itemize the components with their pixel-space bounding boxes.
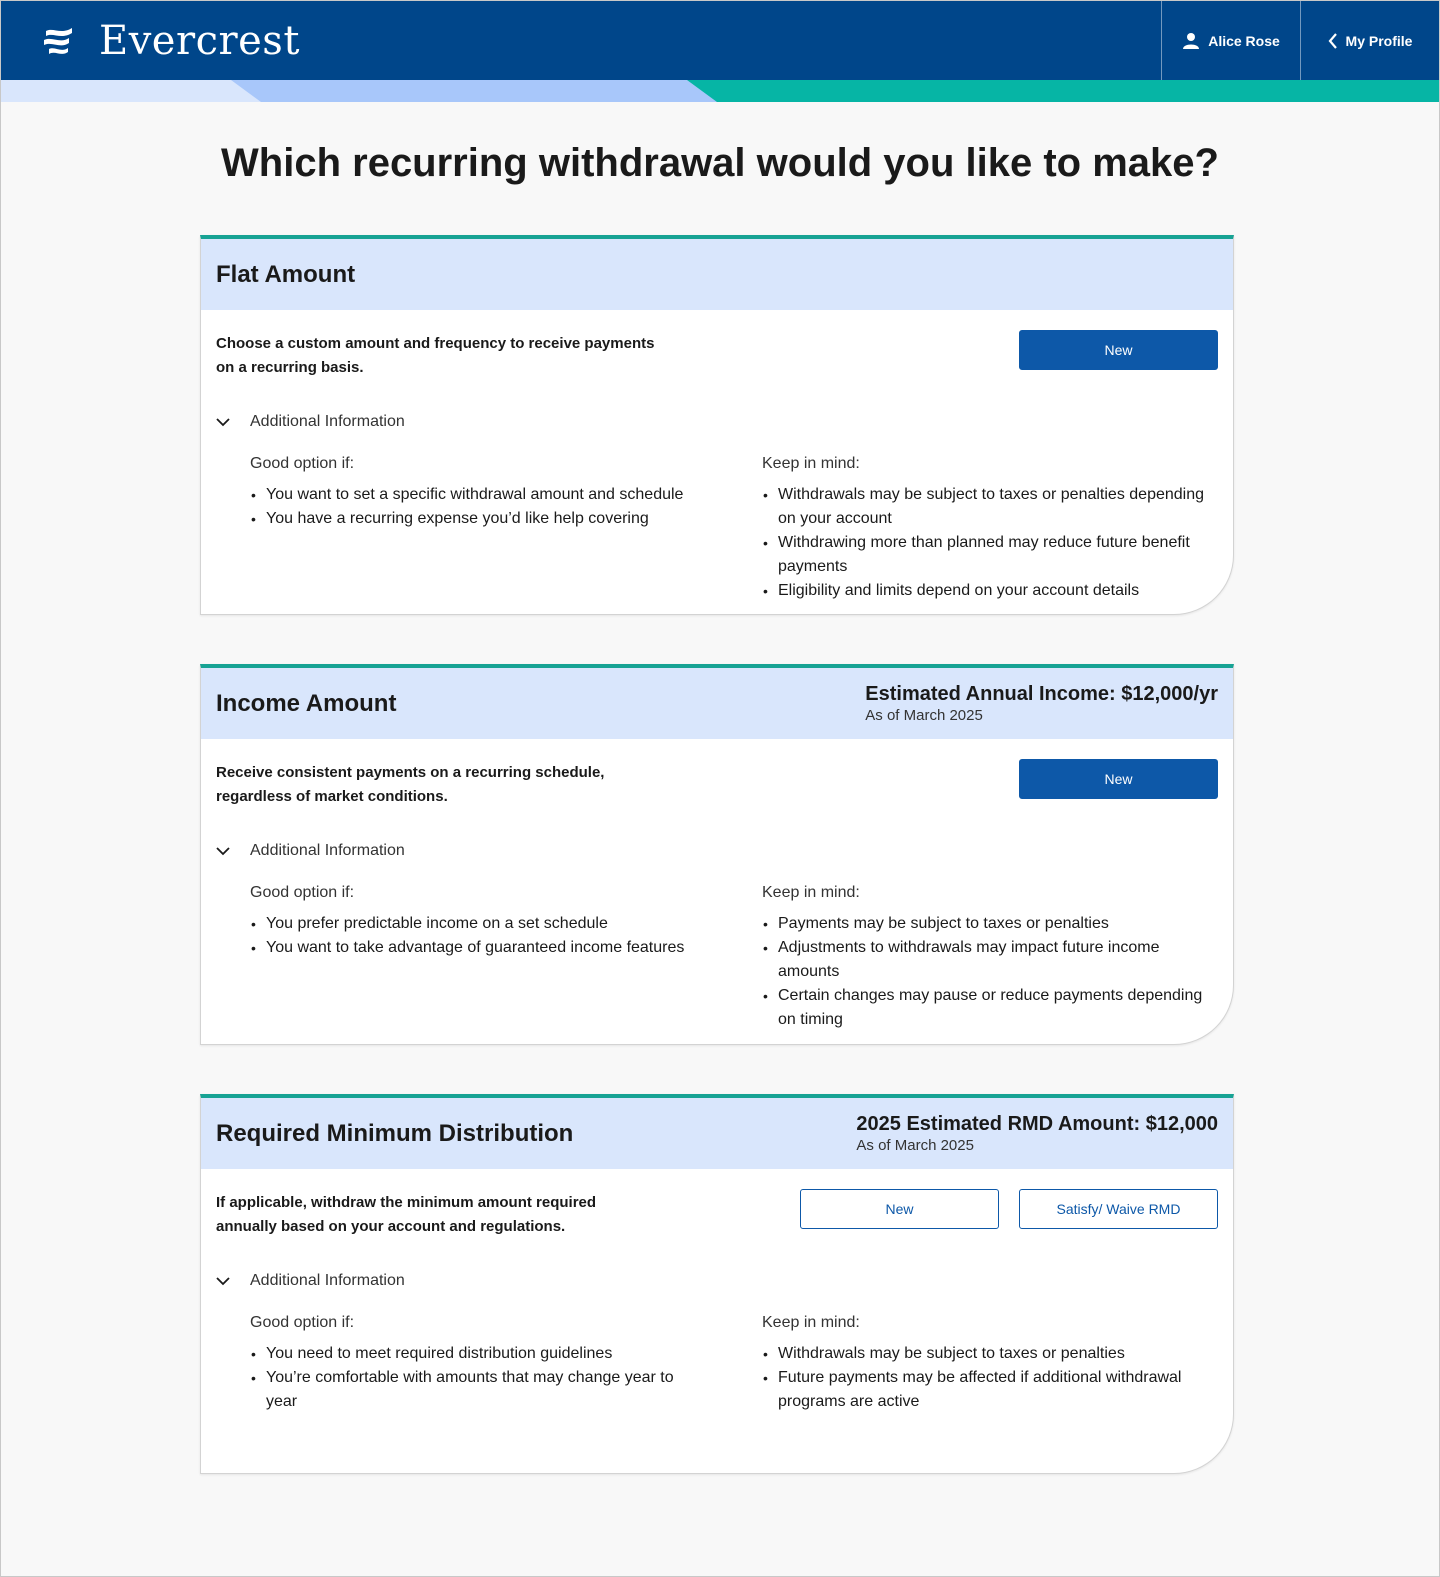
flat-amount-card (200, 235, 1234, 615)
keep-in-mind-list (762, 912, 1207, 1032)
list-item: • Future payments may be affected if additional withdrawal programs are active (762, 1366, 1207, 1414)
good-option-heading: Good option if: (250, 1314, 355, 1331)
keep-in-mind-list (762, 1342, 1207, 1414)
rmd-new-button[interactable]: New (800, 1189, 999, 1229)
additional-info-label: Additional Information (250, 1272, 405, 1289)
card-title: Flat Amount (216, 260, 356, 288)
additional-info-label: Additional Information (250, 842, 405, 859)
list-item: • You’re comfortable with amounts that may change year to year (250, 1366, 680, 1414)
list-item: • You need to meet required distribution guidelines (250, 1342, 680, 1366)
list-item: • Adjustments to withdrawals may impact future income amounts (762, 936, 1207, 984)
chevron-down-icon (216, 846, 230, 856)
chevron-down-icon (216, 1276, 230, 1286)
additional-info-label: Additional Information (250, 413, 405, 430)
user-menu-button[interactable] (1161, 1, 1300, 80)
list-item: • Eligibility and limits depend on your account details (762, 579, 1207, 603)
brand-name: Evercrest (99, 17, 300, 64)
wave-logo-icon (41, 23, 77, 59)
page-title: Which recurring withdrawal would you like to make? (221, 141, 1219, 185)
keep-in-mind-heading: Keep in mind: (762, 1314, 860, 1331)
list-item: • You want to set a specific withdrawal amount and schedule (250, 483, 762, 507)
rmd-card (200, 1094, 1234, 1474)
keep-in-mind-heading: Keep in mind: (762, 455, 860, 472)
additional-info-toggle[interactable] (216, 839, 1218, 863)
list-item: • Withdrawals may be subject to taxes or penalties depending on your account (762, 483, 1207, 531)
additional-info-toggle[interactable] (216, 1269, 1218, 1293)
card-header (201, 668, 1233, 739)
list-item: • Withdrawals may be subject to taxes or penalties (762, 1342, 1207, 1366)
good-option-list (250, 1342, 680, 1414)
flat-amount-new-button[interactable]: New (1019, 330, 1218, 370)
user-name-label: Alice Rose (1208, 32, 1280, 49)
income-amount-card (200, 664, 1234, 1045)
list-item: • Certain changes may pause or reduce payments depending on timing (762, 984, 1207, 1032)
card-description: Choose a custom amount and frequency to receive payments on a recurring basis. (216, 335, 655, 376)
top-nav-bar (1, 1, 1439, 80)
estimated-rmd-value: 2025 Estimated RMD Amount: $12,000 (856, 1112, 1218, 1135)
card-description: If applicable, withdraw the minimum amount required annually based on your account and regulations. (216, 1194, 597, 1235)
header-accent-stripe (1, 80, 1439, 102)
as-of-date: As of March 2025 (856, 1136, 974, 1154)
good-option-heading: Good option if: (250, 884, 355, 901)
my-profile-button[interactable] (1300, 1, 1439, 80)
card-header (201, 239, 1233, 310)
as-of-date: As of March 2025 (865, 706, 983, 724)
income-amount-new-button[interactable]: New (1019, 759, 1218, 799)
list-item: • You have a recurring expense you’d like help covering (250, 507, 762, 531)
good-option-list (250, 912, 762, 960)
list-item: • Payments may be subject to taxes or penalties (762, 912, 1207, 936)
my-profile-label: My Profile (1345, 32, 1413, 49)
list-item: • You want to take advantage of guaranteed income features (250, 936, 762, 960)
keep-in-mind-heading: Keep in mind: (762, 884, 860, 901)
estimated-income (865, 682, 1218, 726)
list-item: • You prefer predictable income on a set schedule (250, 912, 762, 936)
card-title: Required Minimum Distribution (216, 1119, 574, 1147)
good-option-heading: Good option if: (250, 455, 355, 472)
card-title: Income Amount (216, 689, 397, 717)
additional-info-toggle[interactable] (216, 410, 1218, 434)
estimated-income-value: Estimated Annual Income: $12,000/yr (865, 682, 1218, 705)
card-description: Receive consistent payments on a recurring schedule, regardless of market conditions. (216, 764, 605, 805)
chevron-down-icon (216, 417, 230, 427)
satisfy-waive-rmd-button[interactable]: Satisfy/ Waive RMD (1019, 1189, 1218, 1229)
card-header (201, 1098, 1233, 1169)
brand-logo[interactable] (41, 1, 300, 80)
good-option-list (250, 483, 762, 531)
chevron-left-icon (1328, 33, 1338, 49)
user-icon (1182, 32, 1200, 50)
keep-in-mind-list (762, 483, 1207, 603)
estimated-rmd (856, 1112, 1218, 1156)
list-item: • Withdrawing more than planned may reduce future benefit payments (762, 531, 1207, 579)
